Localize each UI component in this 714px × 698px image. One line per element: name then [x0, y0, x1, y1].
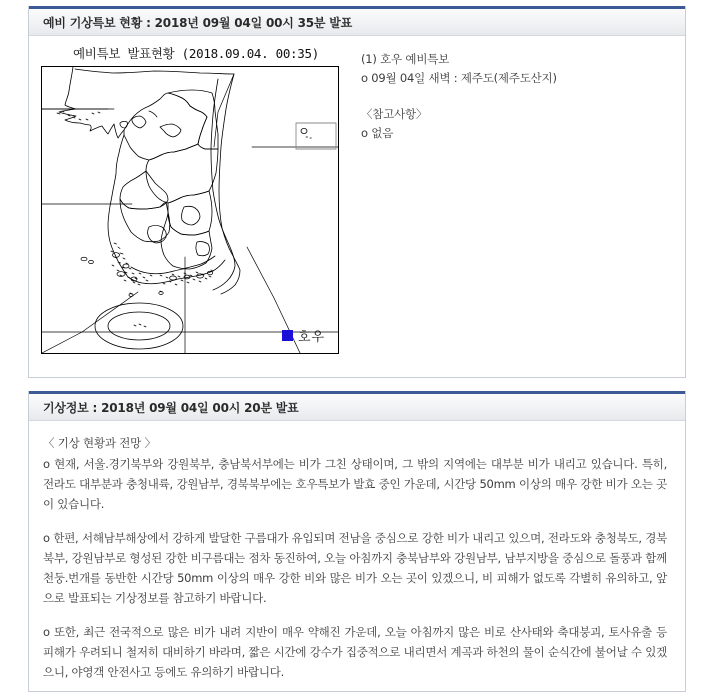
advisory-remark-title: 〈참고사항〉 — [361, 107, 428, 121]
notes-spacer — [361, 88, 675, 105]
far-south-islets — [129, 291, 163, 296]
jeju-mountain-marks — [134, 324, 146, 327]
gyeongsang-inner-a — [182, 206, 200, 225]
southwest-islands — [81, 243, 152, 285]
internal-boundary-b — [160, 124, 181, 137]
advisory-panel-header — [29, 9, 685, 36]
info-panel-title: 기상정보 : 2018년 09월 04일 00시 20분 발표 — [43, 400, 299, 415]
advisory-remark-detail: o 없음 — [361, 126, 394, 140]
weather-info-panel — [28, 391, 686, 692]
legend-label-heavy-rain: 호우 — [298, 330, 326, 345]
map-column — [29, 44, 351, 354]
internal-boundary-a — [149, 111, 157, 117]
advisory-panel — [28, 6, 686, 378]
ulleungdo-inset-box — [296, 123, 336, 149]
legend-swatch-heavy-rain — [282, 330, 293, 341]
province-gyeongsang-south — [161, 212, 212, 269]
map-title: 예비특보 발표현황 (2018.09.04. 00:35) — [73, 46, 319, 61]
province-gangwon — [168, 90, 218, 149]
province-jeolla-north — [120, 171, 168, 209]
coastline-northwest — [59, 67, 124, 138]
jeju-island-outline — [108, 312, 170, 340]
northern-boundary — [75, 69, 234, 74]
map-graticule — [42, 74, 338, 353]
info-panel-body — [29, 421, 685, 692]
incheon-boundary — [120, 121, 127, 128]
map-legend — [282, 330, 293, 341]
advisory-item-detail: o 09월 04일 새벽 : 제주도(제주도산지) — [361, 71, 557, 85]
info-section-heading: 〈 기상 현황과 전망 〉 — [43, 436, 156, 450]
jeju-island-group — [95, 303, 183, 349]
info-paragraph-1: o 현재, 서울.경기북부와 강원북부, 충남북서부에는 비가 그친 상태이며, 그 밖의 지역에는 대부분 비가 내리고 있습니다. 특히, 전라도 대부분과 충청내륙, 강원남부, 경북북부에는 호우특보가 발효 중인 가운데, 시간당 50mm 이상의 매우 강한 비가 오는 곳이 있습니다. — [43, 457, 667, 511]
korea-map-svg — [42, 67, 338, 353]
info-paragraph-3: o 또한, 최근 전국적으로 많은 비가 내려 지반이 매우 약해진 가운데, 오늘 아침까지 많은 비로 산사태와 축대붕괴, 토사유출 등 피해가 우려되니 철저히 대비하기 바라며, 짧은 시간에 강수가 집중적으로 내리면서 계곡과 하천의 물이 순식간에 불어날 수 있겠으니, 야영객 안전사고 등에도 유의하기 바랍니다. — [43, 625, 667, 679]
info-paragraph-2: o 한편, 서해남부해상에서 강하게 발달한 구름대가 유입되며 전남을 중심으로 강한 비가 내리고 있으며, 전라도와 충청북도, 경북북부, 강원남부로 형성된 강한 비구름대는 점차 동진하여, 오늘 아침까지 충북남부와 강원남부, 남부지방을 중심으로 돌풍과 함께 천둥.번개를 동반한 시간당 50mm 이상의 매우 강한 비와 많은 비가 오는 곳이 있겠으니, 비 피해가 없도록 각별히 유의하고, 앞으로 발표되는 기상정보를 참고하기 바랍니다. — [43, 531, 667, 605]
coastline-west — [108, 135, 128, 277]
province-chungcheong — [146, 144, 218, 203]
advisory-item-title: (1) 호우 예비특보 — [361, 52, 450, 66]
advisory-panel-title: 예비 기상특보 현황 : 2018년 09월 04일 00시 35분 발표 — [43, 15, 353, 30]
gyeongsang-inner-b — [196, 242, 210, 256]
coastline-west-islands — [57, 111, 100, 120]
korea-advisory-map — [41, 66, 339, 354]
seoul-boundary — [132, 116, 146, 128]
info-panel-header — [29, 394, 685, 421]
province-gyeongsang-north — [168, 191, 212, 235]
coastline-east — [219, 74, 240, 294]
gyeongsang-inner-c — [148, 226, 167, 244]
advisory-panel-body — [29, 36, 685, 354]
advisory-notes — [351, 44, 685, 354]
